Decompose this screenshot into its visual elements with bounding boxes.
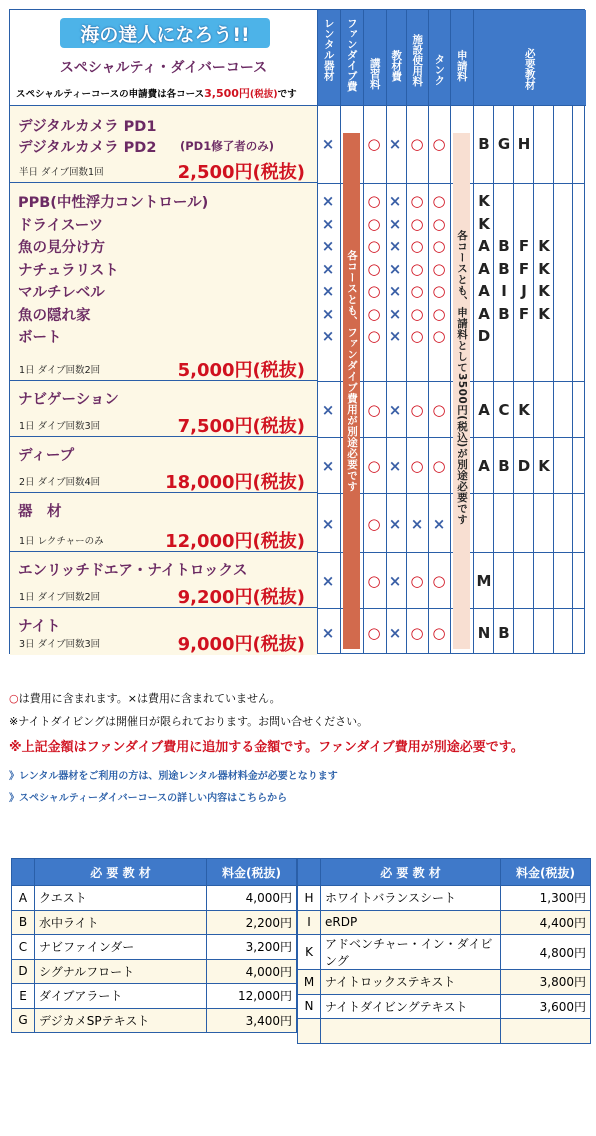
circle-mark: ○ xyxy=(367,135,381,153)
material-name: クエスト xyxy=(35,886,207,911)
material-code: A xyxy=(478,457,490,475)
circle-mark: ○ xyxy=(367,214,381,233)
circle-mark: ○ xyxy=(410,259,424,278)
material-code: N xyxy=(477,624,491,642)
course-duration: 1日 ダイブ回数3回 xyxy=(19,421,101,432)
cross-mark: × xyxy=(321,457,335,475)
cross-mark: × xyxy=(388,259,402,278)
cross-mark: × xyxy=(388,515,402,533)
materials-table-left xyxy=(11,858,297,1033)
circle-mark: ○ xyxy=(410,624,424,642)
material-row xyxy=(12,959,297,984)
night-note: ※ナイトダイビングは開催日が限られております。お問い合せください。 xyxy=(9,715,369,728)
specialty-link[interactable]: 》スペシャルティーダイバーコースの詳しい内容はこちらから xyxy=(9,793,288,804)
material-code: B xyxy=(12,910,35,935)
cross-mark: × xyxy=(388,624,402,642)
circle-mark: ○ xyxy=(432,304,446,323)
circle-mark: ○ xyxy=(432,282,446,300)
cross-mark: × xyxy=(321,237,335,255)
course-duration: 1日 レクチャーのみ xyxy=(19,536,104,547)
material-name: ナイトダイビングテキスト xyxy=(321,994,501,1019)
material-price: 3,200円 xyxy=(207,935,297,960)
cross-mark: × xyxy=(321,192,335,210)
cross-mark: × xyxy=(321,214,335,233)
material-name xyxy=(321,1019,501,1044)
circle-mark: ○ xyxy=(410,135,424,153)
material-code: D xyxy=(517,457,531,475)
cross-mark: × xyxy=(321,572,335,590)
material-price: 1,300円 xyxy=(501,886,591,911)
material-row xyxy=(12,935,297,960)
cross-mark: × xyxy=(321,515,335,533)
material-code: D xyxy=(477,327,491,345)
material-code: A xyxy=(12,886,35,911)
material-code: G xyxy=(497,135,511,153)
col-tank: タンク xyxy=(433,54,446,86)
cross-mark: × xyxy=(321,401,335,419)
circle-mark: ○ xyxy=(367,327,381,345)
circle-mark: ○ xyxy=(367,237,381,255)
circle-mark: ○ xyxy=(432,259,446,278)
rental-link[interactable]: 》レンタル器材をご利用の方は、別途レンタル器材料金が必要となります xyxy=(9,771,338,782)
course-table xyxy=(9,9,585,654)
material-name: シグナルフロート xyxy=(35,959,207,984)
mt-right-price-header: 料金(税抜) xyxy=(501,859,591,886)
course-duration: 半日 ダイブ回数1回 xyxy=(19,167,104,178)
course-duration: 1日 ダイブ回数2回 xyxy=(19,592,101,603)
material-code: D xyxy=(12,959,35,984)
material-code: B xyxy=(498,259,510,278)
material-code: A xyxy=(478,259,490,278)
material-price: 12,000円 xyxy=(207,984,297,1009)
circle-mark: ○ xyxy=(410,282,424,300)
cross-mark: × xyxy=(321,327,335,345)
material-price: 2,200円 xyxy=(207,910,297,935)
material-row xyxy=(12,984,297,1009)
material-code: H xyxy=(298,886,321,911)
material-code: G xyxy=(12,1008,35,1033)
cross-mark: × xyxy=(388,237,402,255)
course-name: マルチレベル xyxy=(18,285,105,301)
mt-left-price-header: 料金(税抜) xyxy=(207,859,297,886)
col-lecture: 講習料 xyxy=(368,58,381,90)
circle-mark: ○ xyxy=(367,624,381,642)
cross-mark: × xyxy=(432,515,446,533)
course-duration: 3日 ダイブ回数3回 xyxy=(19,639,101,650)
material-code: I xyxy=(298,910,321,935)
material-code: I xyxy=(501,282,507,300)
warning-note: ※上記金額はファンダイブ費用に追加する金額です。ファンダイブ費用が別途必要です。 xyxy=(9,740,524,755)
material-code: K xyxy=(538,457,550,475)
material-code: F xyxy=(518,304,530,323)
material-row xyxy=(12,910,297,935)
material-code: B xyxy=(498,237,510,255)
circle-mark: ○ xyxy=(367,192,381,210)
course-price: 2,500円(税抜) xyxy=(177,162,305,183)
material-code: M xyxy=(476,572,492,590)
cross-mark: × xyxy=(321,624,335,642)
circle-mark: ○ xyxy=(432,401,446,419)
material-row xyxy=(298,910,591,935)
col-fundive: ファンダイブ費 xyxy=(345,18,358,92)
course-name: ナイト xyxy=(18,619,61,635)
material-code: N xyxy=(298,994,321,1019)
material-row xyxy=(298,994,591,1019)
material-row xyxy=(12,886,297,911)
cross-mark: × xyxy=(321,135,335,153)
header-block xyxy=(10,10,317,106)
course-name: エンリッチドエア・ナイトロックス xyxy=(18,563,248,579)
course-price: 12,000円(税抜) xyxy=(165,531,305,552)
material-price xyxy=(501,1019,591,1044)
course-price: 18,000円(税抜) xyxy=(165,472,305,493)
application-note-text: 各コースとも、申請料として3500円(税込)が別途必要です xyxy=(456,230,468,525)
cross-mark: × xyxy=(388,572,402,590)
legend-note: ○は費用に含まれます。×は費用に含まれていません。 xyxy=(9,692,281,705)
course-name: ボート xyxy=(18,330,62,346)
mt-left-item-header: 必 要 教 材 xyxy=(35,859,207,886)
course-duration: 2日 ダイブ回数4回 xyxy=(19,477,101,488)
page-subtitle: スペシャルティ・ダイバーコース xyxy=(59,60,268,76)
circle-mark: ○ xyxy=(410,572,424,590)
course-name: デジタルカメラ PD2 xyxy=(18,140,157,156)
circle-mark: ○ xyxy=(432,572,446,590)
material-name: アドベンチャー・イン・ダイビング xyxy=(321,935,501,970)
material-code: K xyxy=(478,214,490,233)
cross-mark: × xyxy=(321,282,335,300)
material-code: H xyxy=(517,135,531,153)
material-code: K xyxy=(538,282,550,300)
material-code: E xyxy=(12,984,35,1009)
cross-mark: × xyxy=(388,192,402,210)
material-name: ホワイトバランスシート xyxy=(321,886,501,911)
material-code: F xyxy=(518,237,530,255)
page-title-text: 海の達人になろう!! xyxy=(80,24,250,46)
course-price: 7,500円(税抜) xyxy=(177,416,305,437)
col-rental: レンタル器材 xyxy=(322,18,335,81)
circle-mark: ○ xyxy=(432,457,446,475)
material-code: C xyxy=(12,935,35,960)
circle-mark: ○ xyxy=(410,214,424,233)
material-row xyxy=(298,1019,591,1044)
course-name: 器 材 xyxy=(18,504,62,520)
material-row xyxy=(298,886,591,911)
material-row xyxy=(298,935,591,970)
circle-mark: ○ xyxy=(410,401,424,419)
cross-mark: × xyxy=(388,282,402,300)
course-name: PPB(中性浮力コントロール) xyxy=(18,195,209,211)
material-code: K xyxy=(478,192,490,210)
circle-mark: ○ xyxy=(367,259,381,278)
course-name: ドライスーツ xyxy=(18,217,104,234)
circle-mark: ○ xyxy=(367,515,381,533)
material-code: C xyxy=(498,401,510,419)
material-code xyxy=(298,1019,321,1044)
material-name: ダイブアラート xyxy=(35,984,207,1009)
fee-note: スペシャルティーコースの申請費は各コース3,500円(税抜)です xyxy=(16,87,297,100)
cross-mark: × xyxy=(388,304,402,323)
col-application: 申請料 xyxy=(455,50,468,82)
material-row xyxy=(12,1008,297,1033)
material-code: B xyxy=(478,135,490,153)
material-code: B xyxy=(498,457,510,475)
cross-mark: × xyxy=(388,401,402,419)
circle-mark: ○ xyxy=(432,237,446,255)
material-code: K xyxy=(538,259,550,278)
material-code: K xyxy=(298,935,321,970)
material-code: A xyxy=(478,401,490,419)
circle-mark: ○ xyxy=(432,214,446,233)
material-price: 3,400円 xyxy=(207,1008,297,1033)
course-note: (PD1修了者のみ) xyxy=(180,139,274,153)
cross-mark: × xyxy=(388,135,402,153)
material-code: B xyxy=(498,304,510,323)
material-name: デジカメSPテキスト xyxy=(35,1008,207,1033)
circle-mark: ○ xyxy=(410,237,424,255)
material-name: ナイトロックステキスト xyxy=(321,970,501,995)
material-price: 3,600円 xyxy=(501,994,591,1019)
circle-mark: ○ xyxy=(410,457,424,475)
material-price: 4,000円 xyxy=(207,886,297,911)
col-facility: 施設使用料 xyxy=(411,34,424,87)
cross-mark: × xyxy=(321,259,335,278)
material-name: 水中ライト xyxy=(35,910,207,935)
circle-mark: ○ xyxy=(367,572,381,590)
cross-mark: × xyxy=(388,457,402,475)
material-code: A xyxy=(478,237,490,255)
circle-mark: ○ xyxy=(410,192,424,210)
material-code: K xyxy=(538,237,550,255)
material-row xyxy=(298,970,591,995)
col-required: 必要教材 xyxy=(523,48,536,90)
material-price: 3,800円 xyxy=(501,970,591,995)
circle-mark: ○ xyxy=(432,624,446,642)
cross-mark: × xyxy=(388,327,402,345)
course-name: 魚の見分け方 xyxy=(18,240,105,256)
cross-mark: × xyxy=(410,515,424,533)
cross-mark: × xyxy=(388,214,402,233)
fundive-note-text: 各コースとも、ファンダイブ費用が別途必要です xyxy=(346,250,358,492)
materials-table-right xyxy=(297,858,591,1044)
course-name: デジタルカメラ PD1 xyxy=(18,119,157,135)
course-name: ナビゲーション xyxy=(18,392,119,408)
course-name: 魚の隠れ家 xyxy=(18,307,91,324)
material-code: J xyxy=(521,282,527,300)
material-price: 4,000円 xyxy=(207,959,297,984)
circle-mark: ○ xyxy=(432,192,446,210)
course-price: 9,200円(税抜) xyxy=(177,587,305,608)
material-price: 4,800円 xyxy=(501,935,591,970)
material-code: B xyxy=(498,624,510,642)
material-name: eRDP xyxy=(321,910,501,935)
circle-mark: ○ xyxy=(367,457,381,475)
material-code: F xyxy=(518,259,530,278)
mt-right-item-header: 必 要 教 材 xyxy=(321,859,501,886)
circle-mark: ○ xyxy=(410,327,424,345)
material-code: K xyxy=(538,304,550,323)
material-code: M xyxy=(298,970,321,995)
circle-mark: ○ xyxy=(367,401,381,419)
material-code: A xyxy=(478,304,490,323)
course-name: ナチュラリスト xyxy=(18,262,119,279)
course-price: 5,000円(税抜) xyxy=(177,360,305,381)
course-price: 9,000円(税抜) xyxy=(177,634,305,655)
material-name: ナビファインダー xyxy=(35,935,207,960)
circle-mark: ○ xyxy=(410,304,424,323)
circle-mark: ○ xyxy=(367,282,381,300)
circle-mark: ○ xyxy=(432,327,446,345)
circle-mark: ○ xyxy=(367,304,381,323)
material-code: A xyxy=(478,282,490,300)
circle-mark: ○ xyxy=(432,135,446,153)
course-duration: 1日 ダイブ回数2回 xyxy=(19,365,101,376)
material-code: K xyxy=(518,401,530,419)
material-price: 4,400円 xyxy=(501,910,591,935)
cross-mark: × xyxy=(321,304,335,323)
course-name: ディープ xyxy=(18,448,75,464)
col-materials: 教材費 xyxy=(390,50,403,82)
